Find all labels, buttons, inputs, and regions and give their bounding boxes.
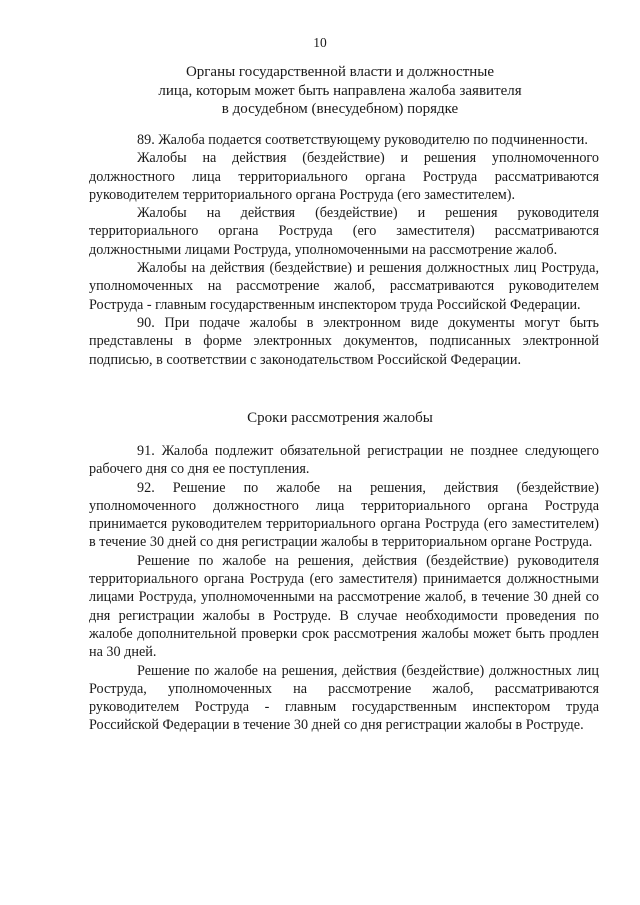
section-heading-complaint-authorities xyxy=(80,63,600,119)
paragraph: Решение по жалобе на решения, действия (бездействие) руководителя территориального органа Роструда (его заместителя) принимается должностными лицами Роструда, уполномоченными на рассмотрение жалоб, в течение 30 дней со дня регистрации жалобы в Роструде. В случае необходимости проведения по жалобе дополнительной проверки срок рассмотрения жалобы может быть продлен на 30 дней. xyxy=(89,552,599,661)
paragraph-89: 89. Жалоба подается соответствующему руководителю по подчиненности. xyxy=(137,132,588,148)
heading-line: Сроки рассмотрения жалобы xyxy=(247,410,433,426)
section-body-review-deadlines xyxy=(89,442,599,735)
section-body-complaint-authorities xyxy=(89,131,599,369)
page-number: 10 xyxy=(313,35,327,50)
paragraph-90: 90. При подаче жалобы в электронном виде документы могут быть представлены в форме электронных документов, подписанных электронной подписью, в соответствии с законодательством Российской Федерации. xyxy=(89,314,599,368)
paragraph: Жалобы на действия (бездействие) и решения уполномоченного должностного лица территориального органа Роструда рассматриваются руководителем территориального органа Роструда (его заместителем). xyxy=(89,150,599,203)
paragraph: Жалобы на действия (бездействие) и решения должностных лиц Роструда, уполномоченных на рассмотрение жалоб, рассматриваются руководителем Роструда - главным государственным инспектором труда Российской Федерации. xyxy=(89,260,599,313)
section-heading-review-deadlines xyxy=(80,409,600,428)
paragraph: Жалобы на действия (бездействие) и решения руководителя территориального органа Роструда (его заместителя) рассматриваются должностными лицами Роструда, уполномоченными на рассмотрение жалоб. xyxy=(89,205,599,258)
heading-line: в досудебном (внесудебном) порядке xyxy=(221,101,459,117)
heading-line: Органы государственной власти и должностные xyxy=(185,64,495,80)
paragraph-92: 92. Решение по жалобе на решения, действия (бездействие) уполномоченного должностного лица территориального органа Роструда принимается руководителем территориального органа Роструда (его заместителем) в течение 30 дней со дня регистрации жалобы в территориальном органе Роструда. xyxy=(89,479,599,551)
paragraph: Решение по жалобе на решения, действия (бездействие) должностных лиц Роструда, уполномоченных на рассмотрение жалоб, рассматриваются руководителем Роструда - главным государственным инспектором труда Российской Федерации в течение 30 дней со дня регистрации жалобы в Роструде. xyxy=(89,662,599,734)
heading-line: лица, которым может быть направлена жалоба заявителя xyxy=(158,82,522,99)
paragraph-91: 91. Жалоба подлежит обязательной регистрации не позднее следующего рабочего дня со дня ее поступления. xyxy=(89,443,599,478)
